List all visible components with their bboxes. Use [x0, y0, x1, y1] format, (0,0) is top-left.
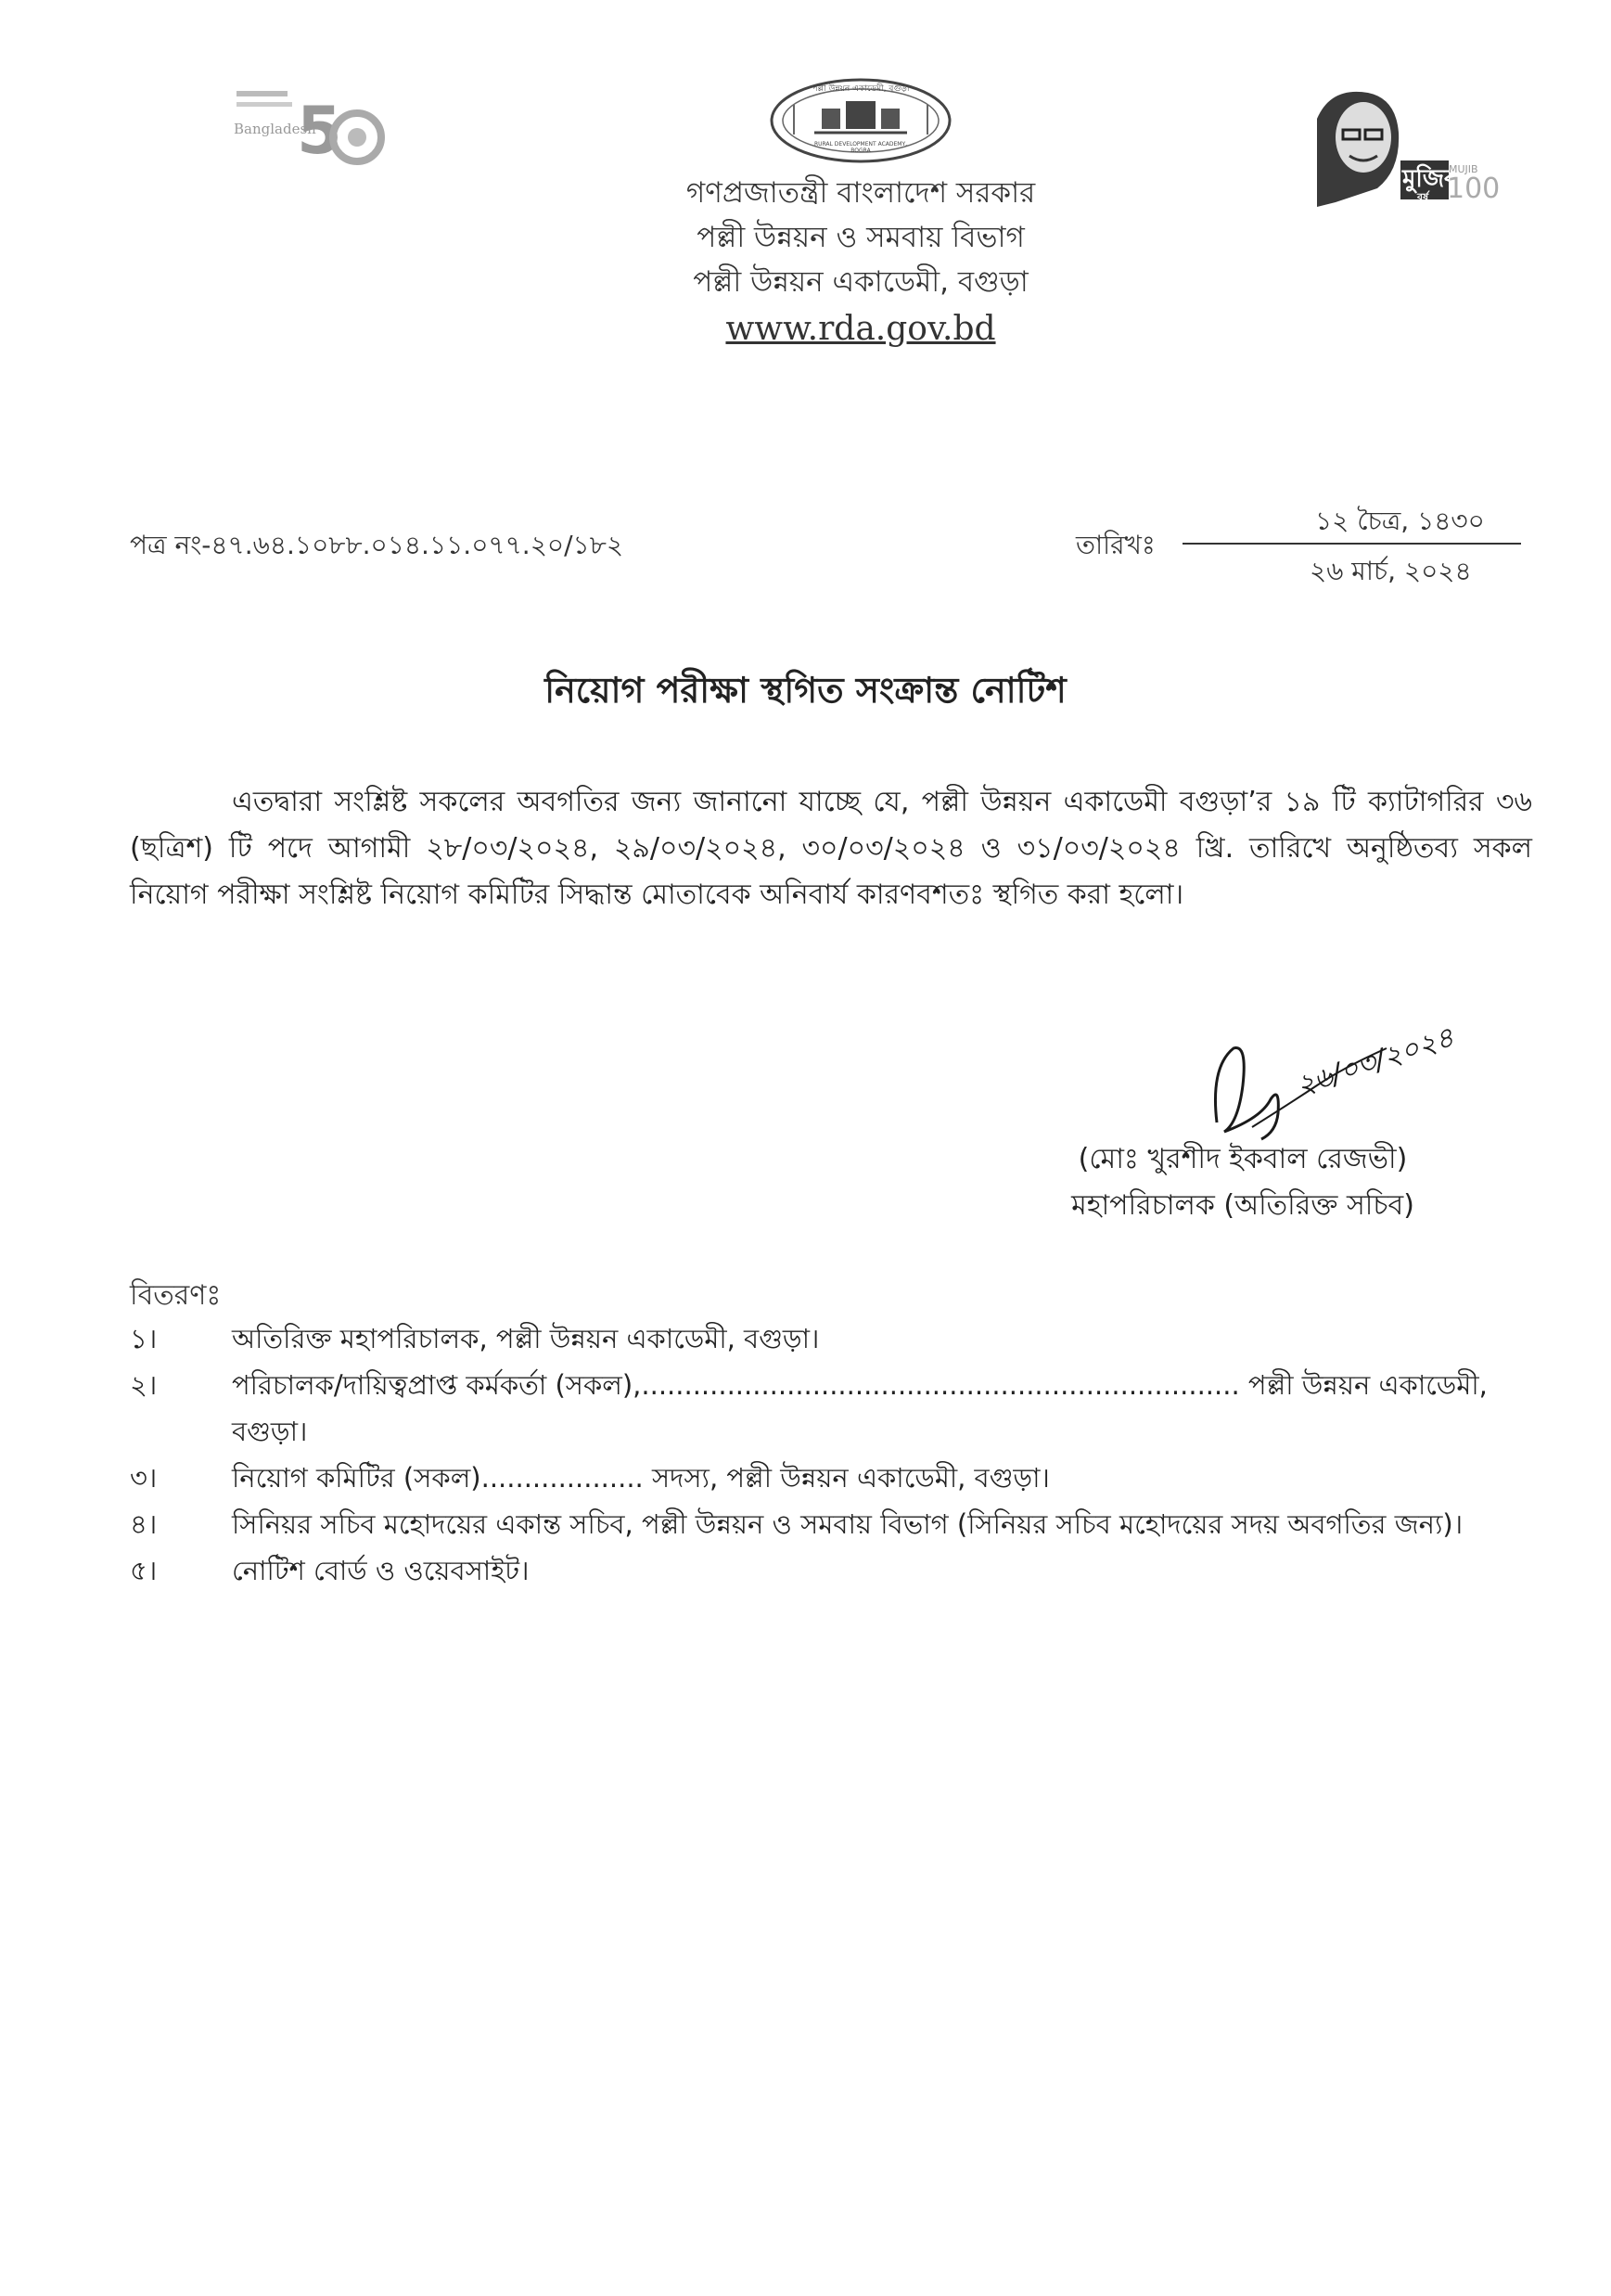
date-divider: [1183, 543, 1521, 545]
signature-date: ২৬/০৩/২০২৪: [1292, 1020, 1459, 1103]
list-item-text: নোটিশ বোর্ড ও ওয়েবসাইট।: [232, 1555, 530, 1586]
list-item-text: অতিরিক্ত মহাপরিচালক, পল্লী উন্নয়ন একাডেমী, বগুড়া।: [232, 1323, 820, 1354]
rda-logo: [768, 77, 953, 165]
list-item: [130, 1362, 1540, 1455]
website-link[interactable]: www.rda.gov.bd: [725, 310, 996, 348]
distribution-heading: বিতরণঃ: [130, 1279, 222, 1312]
date-label: তারিখঃ: [1076, 530, 1156, 560]
list-item-text: নিয়োগ কমিটির (সকল)................... সদস্য, পল্লী উন্নয়ন একাডেমী, বগুড়া।: [232, 1462, 1050, 1494]
notice-title: নিয়োগ পরীক্ষা স্থগিত সংক্রান্ত নোটিশ: [544, 670, 1067, 711]
letterhead: [527, 171, 1195, 348]
date-english: ২৬ মার্চ, ২০২৪: [1310, 556, 1472, 586]
list-item: [130, 1315, 1540, 1362]
list-item-number: ১।: [130, 1323, 158, 1354]
mujib-100-logo: [1298, 82, 1501, 212]
date-bangla: ১২ চৈত্র, ১৪৩০: [1315, 506, 1485, 536]
svg-text:5: 5: [297, 93, 342, 169]
mujib-caption-en: MUJIB: [1449, 163, 1478, 175]
notice-body: এতদ্বারা সংশ্লিষ্ট সকলের অবগতির জন্য জানানো যাচ্ছে যে, পল্লী উন্নয়ন একাডেমী বগুড়া’র ১৯ টি ক্যাটাগরির ৩৬ (ছত্রিশ) টি পদে আগামী ২৮/০৩/২০২৪, ২৯/০৩/২০২৪, ৩০/০৩/২০২৪ ও ৩১/০৩/২০২৪ খ্রি. তারিখে অনুষ্ঠিতব্য সকল নিয়োগ পরীক্ষা সংশ্লিষ্ট নিয়োগ কমিটির সিদ্ধান্ত মোতাবেক অনিবার্য কারণবশতঃ স্থগিত করা হলো।: [130, 786, 1532, 911]
bangladesh-caption: Bangladesh: [234, 121, 316, 137]
list-item-text: সিনিয়র সচিব মহোদয়ের একান্ত সচিব, পল্লী উন্নয়ন ও সমবায় বিভাগ (সিনিয়র সচিব মহোদয়ের সদয় অবগতির জন্য)।: [232, 1508, 1464, 1540]
mujib-number: 100: [1447, 173, 1501, 205]
govt-name: গণপ্রজাতন্ত্রী বাংলাদেশ সরকার: [685, 176, 1036, 210]
bangladesh-number: 50: [320, 74, 335, 87]
rda-arc-text: পল্লী উন্নয়ন একাডেমী, বগুড়া: [812, 84, 910, 94]
list-item-text: পরিচালক/দায়িত্বপ্রাপ্ত কর্মকর্তা (সকল),...................................................................... পল্লী উন্নয়ন একাডেমী, বগুড়া।: [232, 1369, 1488, 1447]
memo-number: পত্র নং-৪৭.৬৪.১০৮৮.০১৪.১১.০৭৭.২০/১৮২: [130, 530, 624, 560]
list-item-number: ৩।: [130, 1462, 158, 1494]
list-item: [130, 1547, 1540, 1594]
signatory-name: (মোঃ খুরশীদ ইকবাল রেজভী): [1078, 1143, 1408, 1175]
bangladesh-50-logo: [232, 83, 390, 176]
mujib-caption-bn: মুজিব: [1402, 165, 1458, 193]
list-item-number: ২।: [130, 1369, 158, 1401]
signatory-block: [1002, 1136, 1484, 1229]
distribution-list: [130, 1315, 1540, 1594]
mujib-caption-sub: বর্ষ: [1417, 191, 1429, 203]
signatory-designation: মহাপরিচালক (অতিরিক্ত সচিব): [1071, 1189, 1414, 1222]
signature-mark: [1206, 1020, 1459, 1150]
list-item-number: ৫।: [130, 1555, 158, 1586]
list-item: [130, 1455, 1540, 1501]
division-name: পল্লী উন্নয়ন ও সমবায় বিভাগ: [697, 221, 1025, 254]
rda-inner-text: RURAL DEVELOPMENT ACADEMY, BOGRA: [813, 141, 908, 154]
list-item: [130, 1501, 1540, 1547]
academy-name: পল্লী উন্নয়ন একাডেমী, বগুড়া: [693, 265, 1029, 299]
list-item-number: ৪।: [130, 1508, 158, 1540]
